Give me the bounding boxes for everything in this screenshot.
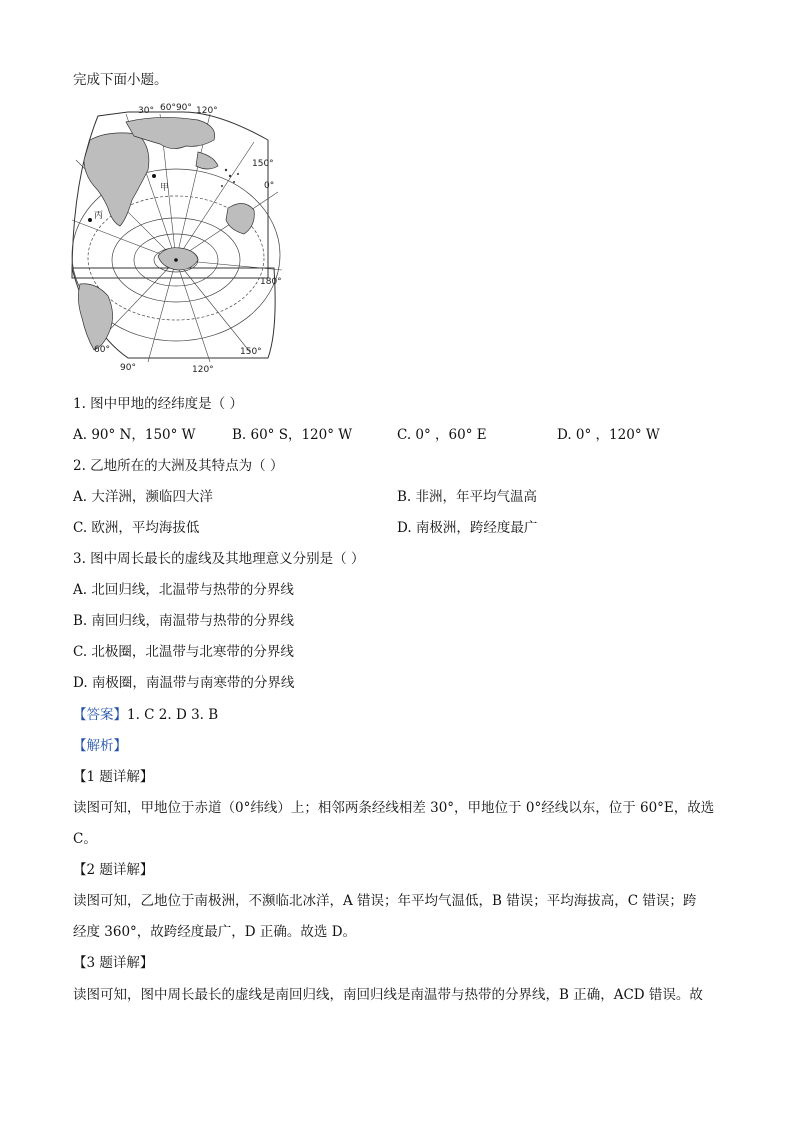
q3-option-c: C. 北极圈，北温带与北寒带的分界线 [73,644,294,660]
label-180: 180° [260,277,282,287]
q1-option-d: D. 0° ，120° W [557,427,660,443]
label-60-90: 60°90° [160,103,192,113]
label-jia: 甲 [160,183,170,193]
q2-option-d: D. 南极洲，跨经度最广 [397,520,538,536]
point-bing [88,218,92,222]
q1-option-c: C. 0° ，60° E [397,427,487,443]
q2-option-c: C. 欧洲，平均海拔低 [73,520,200,536]
detail3-title: 【3 题详解】 [73,955,154,971]
point-yi [174,258,178,262]
detail3-line1: 读图可知，图中周长最长的虚线是南回归线，南回归线是南温带与热带的分界线，B 正确，ACD 错误。故 [73,987,703,1003]
label-90-bottom: 90° [120,363,136,373]
q2-option-a: A. 大洋洲，濒临四大洋 [73,489,213,505]
label-150-bottom: 150° [240,347,262,357]
q1-option-a: A. 90° N，150° W [73,427,196,443]
answer-label: 【答案】 [73,707,127,723]
detail2-line2: 经度 360°，故跨经度最广，D 正确。故选 D。 [73,924,357,940]
q2-stem: 2. 乙地所在的大洲及其特点为（ ） [73,458,284,474]
q3-option-a: A. 北回归线，北温带与热带的分界线 [73,582,294,598]
label-120-top: 120° [196,106,218,116]
label-0-right: 0° [264,181,275,191]
intro-text: 完成下面小题。 [73,72,168,88]
label-150-right: 150° [252,159,274,169]
q1-stem: 1. 图中甲地的经纬度是（ ） [73,396,243,412]
point-jia [152,174,156,178]
detail1-title: 【1 题详解】 [73,769,154,785]
q3-option-d: D. 南极圈，南温带与南寒带的分界线 [73,675,295,691]
answer-text: 1. C 2. D 3. B [127,707,219,723]
answer-line [73,703,218,723]
detail2-title: 【2 题详解】 [73,862,154,878]
polar-projection-map [68,100,298,375]
label-120-bottom: 120° [192,365,214,375]
label-bing: 丙 [94,211,104,221]
detail1-line2: C。 [73,831,97,847]
q2-option-b: B. 非洲，年平均气温高 [397,489,538,505]
detail2-line1: 读图可知，乙地位于南极洲，不濒临北冰洋，A 错误；年平均气温低，B 错误；平均海拔高，C 错误；跨 [73,893,697,909]
analysis-label: 【解析】 [73,738,127,754]
q3-option-b: B. 南回归线，南温带与热带的分界线 [73,613,295,629]
label-30: 30° [138,106,154,116]
q1-option-b: B. 60° S，120° W [232,427,353,443]
label-60-bottom: 60° [94,345,110,355]
detail1-line1: 读图可知，甲地位于赤道（0°纬线）上；相邻两条经线相差 30°，甲地位于 0°经线以东，位于 60°E，故选 [73,800,715,816]
q3-stem: 3. 图中周长最长的虚线及其地理意义分别是（ ） [73,551,365,567]
